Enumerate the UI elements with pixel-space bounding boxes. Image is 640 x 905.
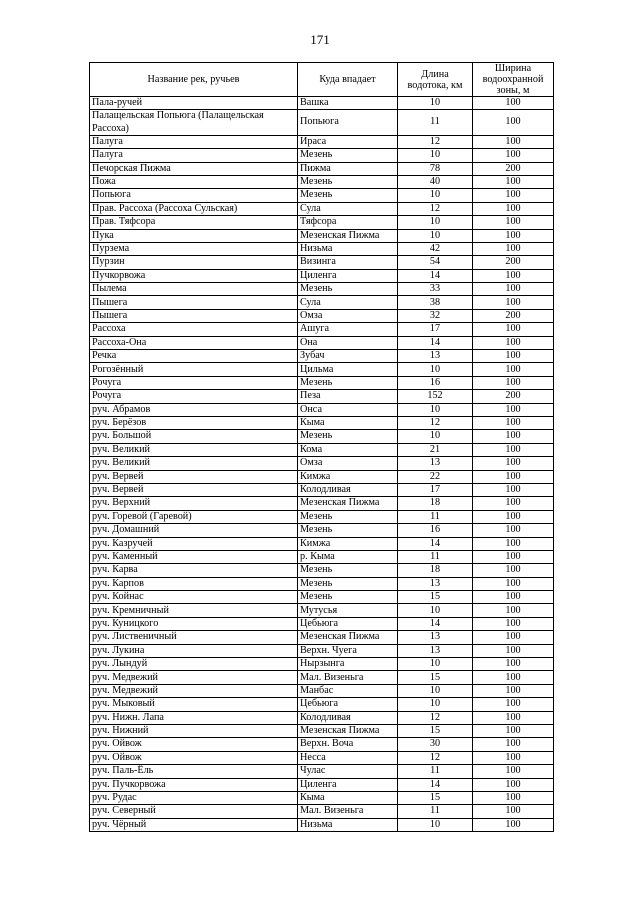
zone-width-cell: 100 <box>473 483 554 496</box>
river-name-cell: Рочуга <box>90 376 298 389</box>
length-cell: 11 <box>398 765 473 778</box>
flows-into-cell: Попьюга <box>298 110 398 135</box>
table-row <box>90 765 554 778</box>
flows-into-cell: Манбас <box>298 684 398 697</box>
river-name-cell: Печорская Пижма <box>90 162 298 175</box>
river-name-cell: руч. Чёрный <box>90 818 298 831</box>
zone-width-cell: 100 <box>473 363 554 376</box>
zone-width-cell: 100 <box>473 818 554 831</box>
header-length: Длина водотока, км <box>398 63 473 97</box>
river-name-cell: руч. Лукина <box>90 644 298 657</box>
river-name-cell: руч. Великий <box>90 443 298 456</box>
length-cell: 21 <box>398 443 473 456</box>
length-cell: 15 <box>398 791 473 804</box>
length-cell: 10 <box>398 658 473 671</box>
river-name-cell: руч. Нижний <box>90 724 298 737</box>
length-cell: 10 <box>398 363 473 376</box>
zone-width-cell: 200 <box>473 162 554 175</box>
length-cell: 13 <box>398 577 473 590</box>
river-name-cell: руч. Карпов <box>90 577 298 590</box>
table-row <box>90 242 554 255</box>
length-cell: 78 <box>398 162 473 175</box>
flows-into-cell: Несса <box>298 751 398 764</box>
table-row <box>90 189 554 202</box>
zone-width-cell: 100 <box>473 617 554 630</box>
table-row <box>90 376 554 389</box>
table-row <box>90 216 554 229</box>
zone-width-cell: 100 <box>473 550 554 563</box>
table-body <box>90 97 554 832</box>
river-name-cell: руч. Великий <box>90 457 298 470</box>
river-name-cell: Прав. Рассоха (Рассоха Сульская) <box>90 202 298 215</box>
length-cell: 11 <box>398 805 473 818</box>
table-row <box>90 470 554 483</box>
length-cell: 13 <box>398 644 473 657</box>
zone-width-cell: 200 <box>473 256 554 269</box>
river-name-cell: руч. Вервей <box>90 483 298 496</box>
header-flows-into: Куда впадает <box>298 63 398 97</box>
zone-width-cell: 100 <box>473 110 554 135</box>
river-name-cell: руч. Карва <box>90 564 298 577</box>
length-cell: 10 <box>398 684 473 697</box>
river-name-cell: руч. Ойвож <box>90 751 298 764</box>
page-number: 171 <box>310 32 330 47</box>
river-name-cell: Рассоха <box>90 323 298 336</box>
table-row <box>90 296 554 309</box>
flows-into-cell: Мал. Визеньга <box>298 671 398 684</box>
river-name-cell: Пучкорвожа <box>90 269 298 282</box>
length-cell: 40 <box>398 175 473 188</box>
length-cell: 14 <box>398 778 473 791</box>
zone-width-cell: 100 <box>473 537 554 550</box>
flows-into-cell: Сула <box>298 202 398 215</box>
river-name-cell: руч. Куницкого <box>90 617 298 630</box>
zone-width-cell: 100 <box>473 269 554 282</box>
flows-into-cell: Мезень <box>298 175 398 188</box>
flows-into-cell: Нырзынга <box>298 658 398 671</box>
zone-width-cell: 100 <box>473 698 554 711</box>
table-row <box>90 644 554 657</box>
flows-into-cell: Кимжа <box>298 470 398 483</box>
table-row <box>90 671 554 684</box>
river-name-cell: Рочуга <box>90 390 298 403</box>
river-name-cell: руч. Койнас <box>90 591 298 604</box>
length-cell: 13 <box>398 631 473 644</box>
river-name-cell: руч. Абрамов <box>90 403 298 416</box>
length-cell: 30 <box>398 738 473 751</box>
length-cell: 10 <box>398 97 473 110</box>
flows-into-cell: Цебьюга <box>298 698 398 711</box>
table-row <box>90 483 554 496</box>
table-row <box>90 778 554 791</box>
length-cell: 10 <box>398 229 473 242</box>
river-name-cell: Пышега <box>90 296 298 309</box>
length-cell: 15 <box>398 591 473 604</box>
zone-width-cell: 200 <box>473 309 554 322</box>
length-cell: 15 <box>398 724 473 737</box>
table-row <box>90 162 554 175</box>
flows-into-cell: Кыма <box>298 417 398 430</box>
river-name-cell: руч. Нижн. Лапа <box>90 711 298 724</box>
length-cell: 14 <box>398 537 473 550</box>
length-cell: 12 <box>398 417 473 430</box>
zone-width-cell: 100 <box>473 216 554 229</box>
river-name-cell: руч. Рудас <box>90 791 298 804</box>
flows-into-cell: Кыма <box>298 791 398 804</box>
flows-into-cell: Сула <box>298 296 398 309</box>
zone-width-cell: 100 <box>473 175 554 188</box>
flows-into-cell: Мал. Визеньга <box>298 805 398 818</box>
flows-into-cell: Омза <box>298 457 398 470</box>
zone-width-cell: 100 <box>473 135 554 148</box>
river-name-cell: Рогозённый <box>90 363 298 376</box>
zone-width-cell: 100 <box>473 577 554 590</box>
zone-width-cell: 100 <box>473 417 554 430</box>
flows-into-cell: Мезень <box>298 149 398 162</box>
length-cell: 10 <box>398 403 473 416</box>
zone-width-cell: 100 <box>473 751 554 764</box>
river-name-cell: руч. Вервей <box>90 470 298 483</box>
length-cell: 42 <box>398 242 473 255</box>
length-cell: 11 <box>398 510 473 523</box>
zone-width-cell: 100 <box>473 350 554 363</box>
zone-width-cell: 100 <box>473 564 554 577</box>
zone-width-cell: 100 <box>473 631 554 644</box>
length-cell: 14 <box>398 336 473 349</box>
length-cell: 10 <box>398 430 473 443</box>
table-row <box>90 417 554 430</box>
table-row <box>90 724 554 737</box>
rivers-table <box>89 62 554 832</box>
flows-into-cell: Цебьюга <box>298 617 398 630</box>
flows-into-cell: Верхн. Воча <box>298 738 398 751</box>
zone-width-cell: 100 <box>473 229 554 242</box>
flows-into-cell: Кимжа <box>298 537 398 550</box>
table-row <box>90 524 554 537</box>
table-row <box>90 684 554 697</box>
length-cell: 18 <box>398 497 473 510</box>
river-name-cell: руч. Пучкорвожа <box>90 778 298 791</box>
zone-width-cell: 100 <box>473 644 554 657</box>
zone-width-cell: 200 <box>473 390 554 403</box>
flows-into-cell: Мезень <box>298 283 398 296</box>
zone-width-cell: 100 <box>473 724 554 737</box>
zone-width-cell: 100 <box>473 738 554 751</box>
river-name-cell: Речка <box>90 350 298 363</box>
zone-width-cell: 100 <box>473 510 554 523</box>
river-name-cell: Прав. Тяфсора <box>90 216 298 229</box>
flows-into-cell: Мезень <box>298 524 398 537</box>
flows-into-cell: Колодливая <box>298 483 398 496</box>
flows-into-cell: Мезенская Пижма <box>298 229 398 242</box>
river-name-cell: руч. Горевой (Гаревой) <box>90 510 298 523</box>
length-cell: 10 <box>398 216 473 229</box>
length-cell: 14 <box>398 269 473 282</box>
table-row <box>90 577 554 590</box>
river-name-cell: руч. Мыковый <box>90 698 298 711</box>
river-name-cell: руч. Ойвож <box>90 738 298 751</box>
flows-into-cell: Ашуга <box>298 323 398 336</box>
flows-into-cell: Она <box>298 336 398 349</box>
zone-width-cell: 100 <box>473 457 554 470</box>
length-cell: 16 <box>398 524 473 537</box>
river-name-cell: руч. Большой <box>90 430 298 443</box>
zone-width-cell: 100 <box>473 149 554 162</box>
river-name-cell: Пожа <box>90 175 298 188</box>
zone-width-cell: 100 <box>473 711 554 724</box>
length-cell: 12 <box>398 135 473 148</box>
flows-into-cell: Тяфсора <box>298 216 398 229</box>
table-row <box>90 283 554 296</box>
length-cell: 10 <box>398 818 473 831</box>
length-cell: 10 <box>398 189 473 202</box>
table-row <box>90 591 554 604</box>
length-cell: 33 <box>398 283 473 296</box>
river-name-cell: руч. Лиственичный <box>90 631 298 644</box>
table-row <box>90 711 554 724</box>
zone-width-cell: 100 <box>473 524 554 537</box>
river-name-cell: руч. Казручей <box>90 537 298 550</box>
zone-width-cell: 100 <box>473 778 554 791</box>
length-cell: 10 <box>398 698 473 711</box>
length-cell: 13 <box>398 457 473 470</box>
length-cell: 22 <box>398 470 473 483</box>
length-cell: 54 <box>398 256 473 269</box>
flows-into-cell: Мезенская Пижма <box>298 497 398 510</box>
river-name-cell: Пылема <box>90 283 298 296</box>
length-cell: 38 <box>398 296 473 309</box>
river-name-cell: руч. Медвежий <box>90 684 298 697</box>
flows-into-cell: р. Кыма <box>298 550 398 563</box>
zone-width-cell: 100 <box>473 283 554 296</box>
flows-into-cell: Мезень <box>298 430 398 443</box>
table-row <box>90 97 554 110</box>
table-row <box>90 698 554 711</box>
river-name-cell: Палуга <box>90 149 298 162</box>
zone-width-cell: 100 <box>473 791 554 804</box>
zone-width-cell: 100 <box>473 202 554 215</box>
river-name-cell: руч. Каменный <box>90 550 298 563</box>
table-row <box>90 738 554 751</box>
table-row <box>90 791 554 804</box>
zone-width-cell: 100 <box>473 684 554 697</box>
length-cell: 12 <box>398 711 473 724</box>
zone-width-cell: 100 <box>473 189 554 202</box>
table-row <box>90 350 554 363</box>
flows-into-cell: Мезень <box>298 189 398 202</box>
zone-width-cell: 100 <box>473 658 554 671</box>
flows-into-cell: Чулас <box>298 765 398 778</box>
zone-width-cell: 100 <box>473 376 554 389</box>
flows-into-cell: Визинга <box>298 256 398 269</box>
table-row <box>90 390 554 403</box>
flows-into-cell: Низьма <box>298 242 398 255</box>
zone-width-cell: 100 <box>473 443 554 456</box>
length-cell: 15 <box>398 671 473 684</box>
river-name-cell: Рассоха-Она <box>90 336 298 349</box>
flows-into-cell: Мезень <box>298 510 398 523</box>
zone-width-cell: 100 <box>473 765 554 778</box>
length-cell: 13 <box>398 350 473 363</box>
length-cell: 14 <box>398 617 473 630</box>
table-header-row <box>90 63 554 97</box>
river-name-cell: руч. Северный <box>90 805 298 818</box>
flows-into-cell: Мезень <box>298 376 398 389</box>
zone-width-cell: 100 <box>473 497 554 510</box>
length-cell: 17 <box>398 483 473 496</box>
zone-width-cell: 100 <box>473 591 554 604</box>
length-cell: 16 <box>398 376 473 389</box>
length-cell: 18 <box>398 564 473 577</box>
table-row <box>90 818 554 831</box>
table-row <box>90 805 554 818</box>
flows-into-cell: Цильма <box>298 363 398 376</box>
river-name-cell: руч. Верхний <box>90 497 298 510</box>
flows-into-cell: Низьма <box>298 818 398 831</box>
flows-into-cell: Мутусья <box>298 604 398 617</box>
zone-width-cell: 100 <box>473 604 554 617</box>
river-name-cell: руч. Берёзов <box>90 417 298 430</box>
table-row <box>90 658 554 671</box>
flows-into-cell: Мезень <box>298 577 398 590</box>
river-name-cell: Палуга <box>90 135 298 148</box>
flows-into-cell: Омза <box>298 309 398 322</box>
zone-width-cell: 100 <box>473 323 554 336</box>
zone-width-cell: 100 <box>473 470 554 483</box>
table-row <box>90 175 554 188</box>
table-row <box>90 269 554 282</box>
table-row <box>90 336 554 349</box>
table-row <box>90 363 554 376</box>
river-name-cell: Пурзин <box>90 256 298 269</box>
table-row <box>90 457 554 470</box>
table-row <box>90 564 554 577</box>
table-row <box>90 110 554 135</box>
zone-width-cell: 100 <box>473 403 554 416</box>
length-cell: 10 <box>398 604 473 617</box>
river-name-cell: Пышега <box>90 309 298 322</box>
flows-into-cell: Мезенская Пижма <box>298 724 398 737</box>
table-row <box>90 604 554 617</box>
flows-into-cell: Мезень <box>298 591 398 604</box>
table-row <box>90 631 554 644</box>
zone-width-cell: 100 <box>473 97 554 110</box>
table-row <box>90 309 554 322</box>
table-row <box>90 202 554 215</box>
flows-into-cell: Верхн. Чуега <box>298 644 398 657</box>
table-row <box>90 497 554 510</box>
flows-into-cell: Пижма <box>298 162 398 175</box>
table-row <box>90 323 554 336</box>
flows-into-cell: Циленга <box>298 778 398 791</box>
length-cell: 11 <box>398 110 473 135</box>
table-row <box>90 229 554 242</box>
zone-width-cell: 100 <box>473 671 554 684</box>
table-row <box>90 617 554 630</box>
zone-width-cell: 100 <box>473 430 554 443</box>
river-name-cell: руч. Домашний <box>90 524 298 537</box>
river-name-cell: Пурзема <box>90 242 298 255</box>
table-row <box>90 149 554 162</box>
length-cell: 152 <box>398 390 473 403</box>
length-cell: 11 <box>398 550 473 563</box>
table-row <box>90 256 554 269</box>
header-river-name: Название рек, ручьев <box>90 63 298 97</box>
table-row <box>90 135 554 148</box>
river-name-cell: Пала-ручей <box>90 97 298 110</box>
river-name-cell: руч. Лындуй <box>90 658 298 671</box>
river-name-cell: Пука <box>90 229 298 242</box>
flows-into-cell: Кома <box>298 443 398 456</box>
table-row <box>90 510 554 523</box>
flows-into-cell: Зубач <box>298 350 398 363</box>
length-cell: 17 <box>398 323 473 336</box>
flows-into-cell: Мезень <box>298 564 398 577</box>
flows-into-cell: Колодливая <box>298 711 398 724</box>
river-name-cell: руч. Кремничный <box>90 604 298 617</box>
table-row <box>90 403 554 416</box>
river-name-cell: руч. Паль-Ёль <box>90 765 298 778</box>
table-row <box>90 537 554 550</box>
length-cell: 12 <box>398 751 473 764</box>
zone-width-cell: 100 <box>473 336 554 349</box>
river-name-cell: Палащельская Попьюга (Палащельская Рассоха) <box>90 110 298 135</box>
table-row <box>90 751 554 764</box>
river-name-cell: руч. Медвежий <box>90 671 298 684</box>
flows-into-cell: Онса <box>298 403 398 416</box>
zone-width-cell: 100 <box>473 242 554 255</box>
table-row <box>90 443 554 456</box>
length-cell: 10 <box>398 149 473 162</box>
length-cell: 32 <box>398 309 473 322</box>
zone-width-cell: 100 <box>473 296 554 309</box>
flows-into-cell: Мезенская Пижма <box>298 631 398 644</box>
flows-into-cell: Циленга <box>298 269 398 282</box>
table-row <box>90 550 554 563</box>
zone-width-cell: 100 <box>473 805 554 818</box>
river-name-cell: Попьюга <box>90 189 298 202</box>
table-row <box>90 430 554 443</box>
flows-into-cell: Вашка <box>298 97 398 110</box>
header-zone-width: Ширина водоохранной зоны, м <box>473 63 554 97</box>
length-cell: 12 <box>398 202 473 215</box>
flows-into-cell: Пеза <box>298 390 398 403</box>
flows-into-cell: Ираса <box>298 135 398 148</box>
